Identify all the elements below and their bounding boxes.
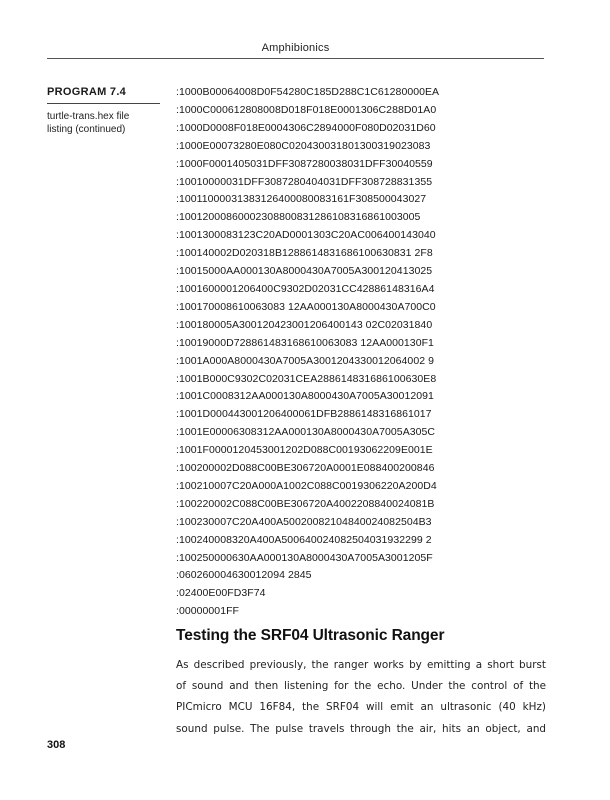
listing-line: :100230007C20A400A50020082104840024082504B3 [176,515,432,528]
listing-line: :02400E00FD3F74 [176,587,266,600]
listing-line: :10015000AA000130A8000430A7005A300120413025 [176,265,433,278]
section-heading: Testing the SRF04 Ultrasonic Ranger [176,627,445,644]
caption-line: turtle-trans.hex file [47,111,130,122]
body-line: of sound and then listening for the echo. Under the control of the [176,680,546,693]
listing-line: :100220002C088C00BE306720A4002208840024081B [176,497,435,510]
listing-line: :1000C000612808008D018F018E0001306C288D01A0 [176,103,437,116]
program-label: PROGRAM 7.4 [47,86,160,104]
listing-line: :1000F0001405031DFF3087280038031DFF30040559 [176,157,433,170]
page-number: 308 [47,739,66,751]
listing-line: :060260004630012094 2845 [176,569,312,582]
listing-line: :1000E00073280E080C020430031801300319023083 [176,139,431,152]
body-paragraph [176,655,546,740]
program-sidebar [47,86,160,136]
listing-line: :1001D000443001206400061DFB2886148316861017 [176,408,432,421]
listing-line: :100210007C20A000A1002C088C0019306220A200D4 [176,479,437,492]
body-line: PICmicro MCU 16F84, the SRF04 will emit an ultrasonic (40 kHz) [176,701,546,714]
listing-line: :100200002D088C00BE306720A0001E088400200846 [176,462,435,475]
listing-line: :100140002D020318B1288614831686100630831 2F8 [176,247,433,260]
running-head: Amphibionics [261,42,330,54]
listing-line: :1001E00006308312AA000130A8000430A7005A305C [176,426,436,439]
listing-line: :1001B000C9302C02031CEA288614831686100630E8 [176,372,437,385]
listing-line: :10019000D728861483168610063083 12AA000130F1 [176,336,434,349]
program-caption [47,110,160,136]
listing-line: :1001F0000120453001202D088C00193062209E001E [176,444,433,457]
body-line: sound pulse. The pulse travels through the air, hits an object, and [176,722,546,735]
listing-line: :10010000031DFF3087280404031DFF308728831355 [176,175,433,188]
listing-line: :10011000031383126400080083161F308500043027 [176,193,427,206]
listing-line: :1001A000A8000430A7005A3001204330012064002 9 [176,354,434,367]
listing-line: :100250000630AA000130A8000430A7005A3001205F [176,551,433,564]
listing-line: :1001300083123C20AD0001303C20AC006400143040 [176,229,436,242]
listing-line: :1000B00064008D0F54280C185D288C1C61280000EA [176,86,440,98]
listing-line: :100240008320A400A500640024082504031932299 2 [176,533,432,546]
body-line: As described previously, the ranger works by emitting a short burst [176,659,546,671]
caption-line: listing (continued) [47,124,126,135]
listing-line: :100180005A300120423001206400143 02C02031840 [176,318,433,331]
listing-line: :1001600001206400C9302D02031CC42886148316A4 [176,282,435,295]
header-rule [47,58,544,59]
listing-line: :1001C0008312AA000130A8000430A7005A30012091 [176,390,434,403]
listing-line: :00000001FF [176,605,240,618]
listing-line: :10012000860002308800831286108316861003005 [176,211,421,224]
listing-line: :100170008610063083 12AA000130A8000430A700C0 [176,300,436,313]
listing-line: :1000D0008F018E0004306C2894000F080D02031D60 [176,121,436,134]
hex-listing [176,84,556,621]
